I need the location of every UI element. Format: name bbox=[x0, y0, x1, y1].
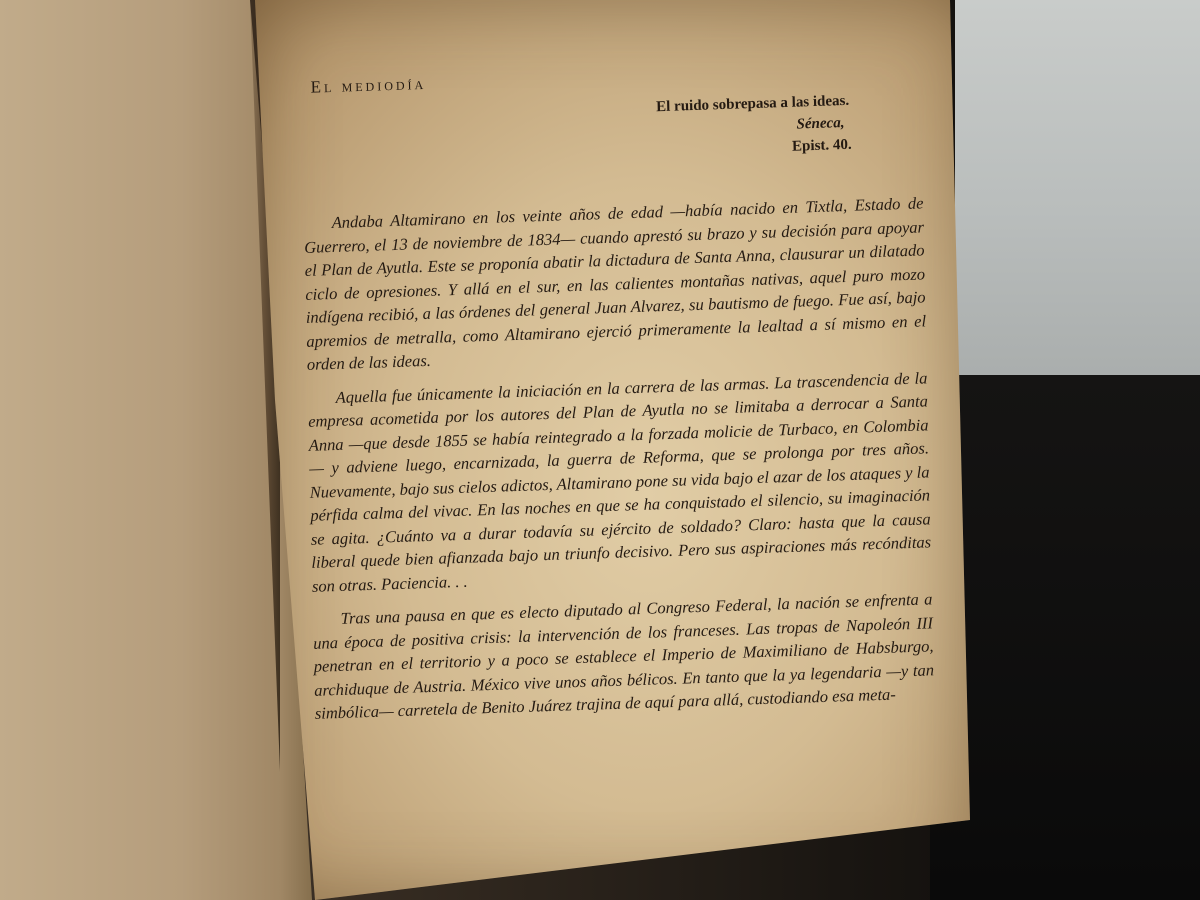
body-text bbox=[303, 191, 934, 725]
background-table bbox=[930, 375, 1200, 900]
epigraph-quote: El ruido sobrepasa a las ideas. bbox=[655, 92, 850, 116]
page-text bbox=[300, 39, 935, 735]
epigraph bbox=[656, 88, 917, 163]
background-wall bbox=[955, 0, 1200, 385]
paragraph: Aquella fue únicamente la iniciación en la carrera de las armas. La trascendencia de la empresa acometida por los autores del Plan de Ayutla no se limitaba a derrocar a Santa Anna —que desde 1855 se había reintegrado a la forzada molicie de Turbaco, en Colombia— y adviene luego, encarnizada, la guerra de Reforma, que se prolonga por tres años. Nuevamente, bajo sus cielos adictos, Altamirano pone su vida bajo el azar de los ataques y la pérfida calma del vivac. En las noches en que se ha conquistado el silencio, su imaginación se agita. ¿Cuánto va a durar todavía su ejército de soldado? Claro: hasta que la causa liberal quede bien afianzada bajo un triunfo decisivo. Pero sus aspiraciones más recónditas son otras. Paciencia. . . bbox=[307, 367, 932, 596]
paragraph: Tras una pausa en que es electo diputado al Congreso Federal, la nación se enfrenta a una época de positiva crisis: la intervención de los franceses. Las tropas de Napoleón III penetran en el territorio y a poco se establece el Imperio de Maximiliano de Habsburgo, archiduque de Austria. México vive unos años bélicos. En tanto que la ya legendaria —y tan simbólica— carretela de Benito Juárez trajina de aquí para allá, custodiando esa meta- bbox=[313, 589, 935, 723]
paragraph: Andaba Altamirano en los veinte años de edad —había nacido en Tixtla, Estado de Guerrero, el 13 de noviembre de 1834— cuando aprestó su brazo y su decisión para apoyar el Plan de Ayutla. Este se proponía abatir la dictadura de Santa Anna, clausurar un dilatado ciclo de opresiones. Y allá en el sur, en las calientes montañas nativas, aquel puro mozo indígena recibió, a las órdenes del general Juan Alvarez, su bautismo de fuego. Fue así, bajo apremios de metralla, como Altamirano ejerció primeramente la lealtad a sí mismo en el orden de las ideas. bbox=[304, 193, 927, 374]
epigraph-source: Epist. 40. bbox=[791, 136, 852, 155]
chapter-title: El mediodía bbox=[310, 73, 427, 97]
epigraph-author: Séneca, bbox=[796, 114, 845, 133]
